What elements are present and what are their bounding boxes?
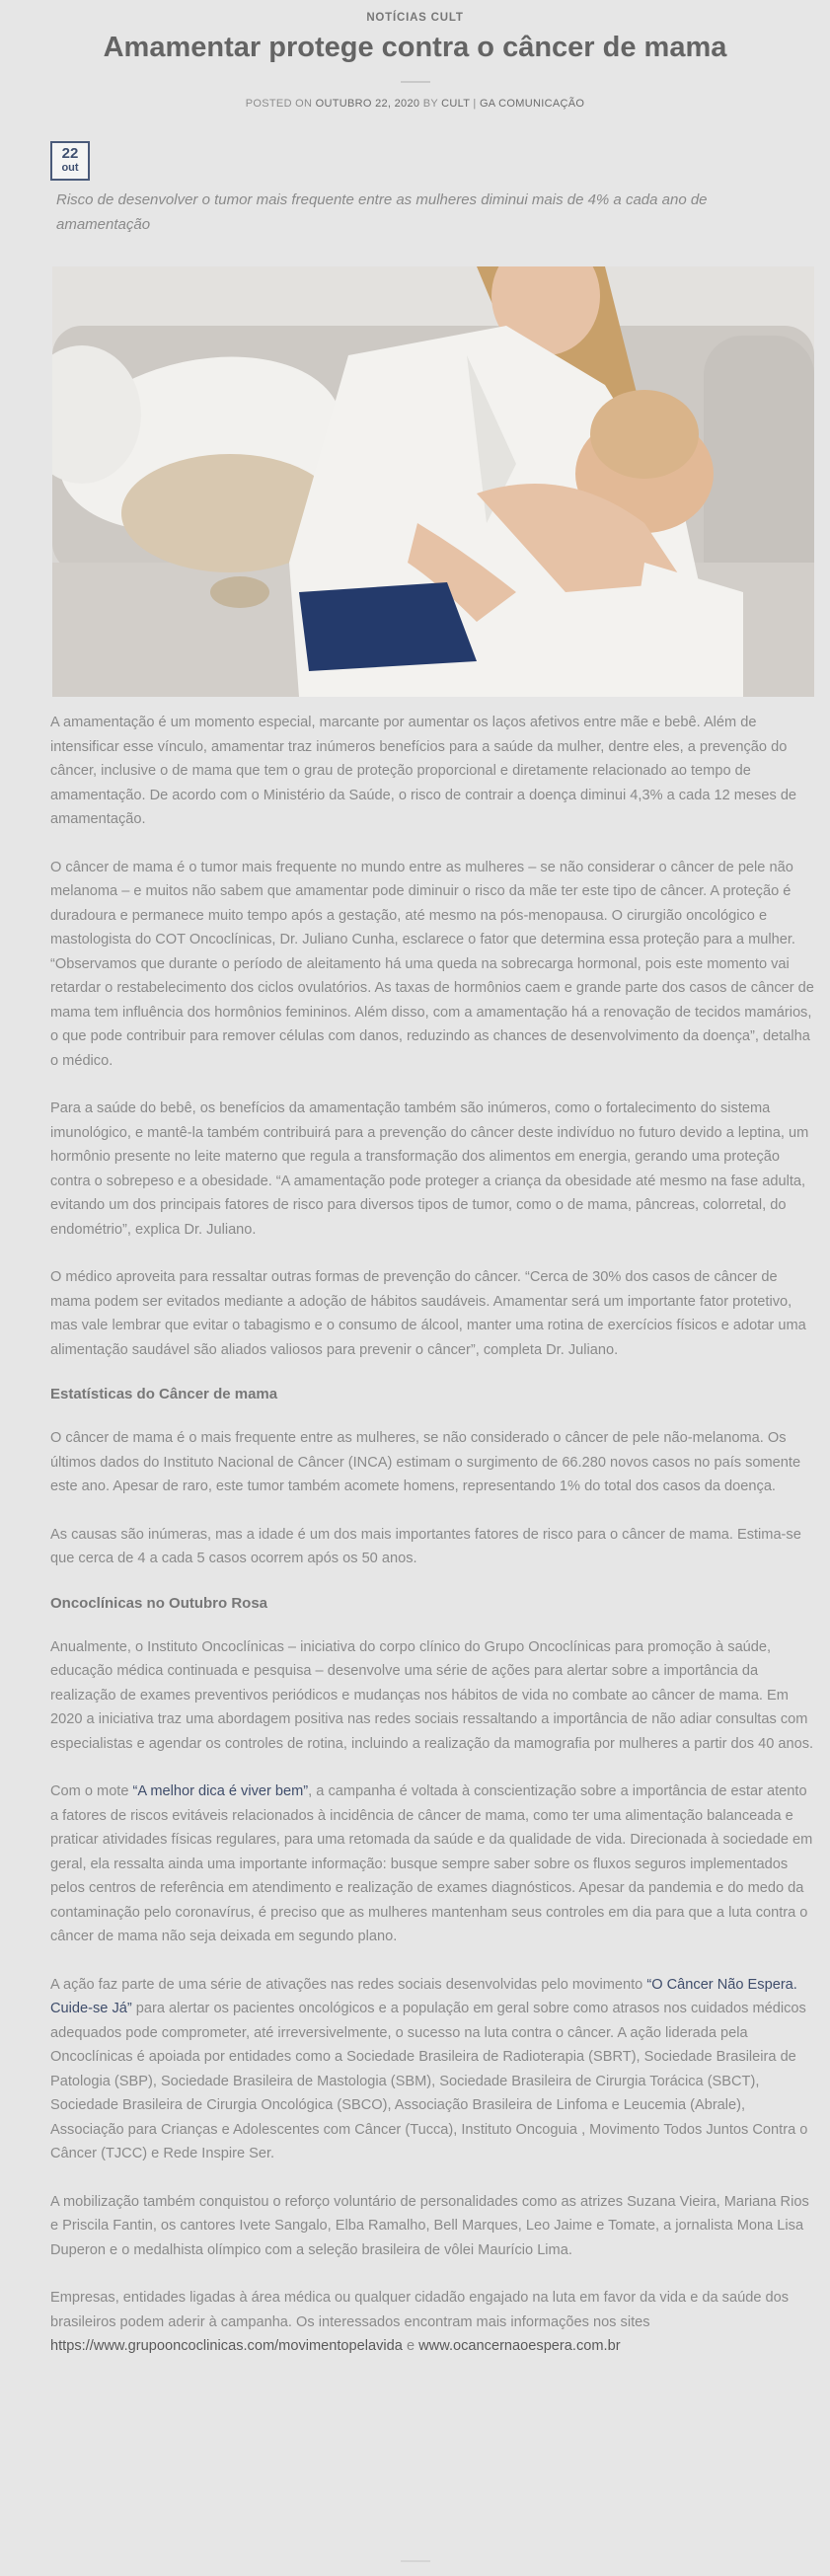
paragraph-text: A ação faz parte de uma série de ativações nas redes sociais desenvolvidas pelo movimento (50, 1976, 647, 1993)
section-heading-statistics: Estatísticas do Câncer de mama (50, 1386, 278, 1402)
date-badge-day: 22 (61, 145, 79, 162)
by-label: BY (422, 98, 438, 110)
date-badge-month: out (61, 162, 79, 174)
hero-image (52, 266, 814, 697)
footer-divider (401, 2560, 430, 2562)
posted-prefix: POSTED ON (245, 98, 313, 110)
paragraph: O médico aproveita para ressaltar outras formas de prevenção do câncer. “Cerca de 30% dos casos de câncer de mama podem ser evitados mediante a adoção de hábitos saudáveis. Amamentar será um importante fator protetivo, mas vale lembrar que evitar o tabagismo e o consumo de álcool, manter uma rotina de exercícios físicos e adotar uma alimentação saudável são aliados valiosos para prevenir o câncer”, completa Dr. Juliano. (50, 1269, 806, 1358)
article-body (50, 711, 815, 2383)
paragraph: Para a saúde do bebê, os benefícios da amamentação também são inúmeros, como o fortalecimento do sistema imunológico, e mantê-la também contribuirá para a prevenção do câncer deste indivíduo no futuro devido a leptina, um hormônio presente no leite materno que regula a transformação dos alimentos em energia, gerando uma proteção contra o sobrepeso e a obesidade. “A amamentação pode proteger a criança da obesidade até mesmo na fase adulta, evitando um dos principais fatores de risco para diversos tipos de tumor, como o de mama, pâncreas, colorretal, do endométrio”, explica Dr. Juliano. (50, 1100, 809, 1238)
photo-icon (52, 266, 814, 697)
meta-separator: | (473, 98, 477, 110)
paragraph: A mobilização também conquistou o reforço voluntário de personalidades como as atrizes Suzana Vieira, Mariana Rios e Priscila Fantin, os cantores Ivete Sangalo, Elba Ramalho, Bell Marques, Leo Jaime e Tomate, a jornalista Mona Lisa Duperon e o medalhista olímpico com a seleção brasileira de vôlei Maurício Lima. (50, 2193, 809, 2258)
paragraph (50, 2286, 815, 2359)
date-badge (50, 141, 90, 181)
post-meta (0, 98, 830, 110)
post-category[interactable]: NOTÍCIAS CULT (366, 12, 464, 24)
oncoclinicas-link[interactable]: https://www.grupooncoclinicas.com/movimentopelavida (50, 2338, 403, 2354)
paragraph: O câncer de mama é o mais frequente entre as mulheres, se não considerado o câncer de pele não-melanoma. Os últimos dados do Instituto Nacional de Câncer (INCA) estimam o surgimento de 66.280 novos casos no país somente este ano. Apesar de raro, este tumor também acomete homens, representando 1% do total dos casos da doença. (50, 1430, 801, 1494)
paragraph: As causas são inúmeras, mas a idade é um dos mais importantes fatores de risco para o câncer de mama. Estima-se que cerca de 4 a cada 5 casos ocorrem após os 50 anos. (50, 1526, 801, 1566)
paragraph: Anualmente, o Instituto Oncoclínicas – iniciativa do corpo clínico do Grupo Oncoclínicas para promoção à saúde, educação médica continuada e pesquisa – desenvolve uma série de ações para alertar sobre a importância da realização de exames preventivos periódicos e mudanças nos hábitos de vida no combate ao câncer de mama. Em 2020 a iniciativa traz uma abordagem positiva nas redes sociais ressaltando a importância de não adiar consultas com especialistas e agendar os controles de rotina, incluindo a realização da mamografia por mulheres a partir dos 40 anos. (50, 1638, 814, 1752)
paragraph-text: Com o mote (50, 1783, 133, 1799)
author-link[interactable]: CULT (441, 98, 471, 110)
paragraph (50, 1973, 815, 2166)
paragraph: O câncer de mama é o tumor mais frequente no mundo entre as mulheres – se não considerar o câncer de pele não melanoma – e muitos não sabem que amamentar pode diminuir o risco da mãe ter este tipo de câncer. A proteção é duradoura e permanece muito tempo após a gestação, até mesmo na pós-menopausa. O cirurgião oncológico e mastologista do COT Oncoclínicas, Dr. Juliano Cunha, esclarece o fator que determina essa proteção para a mulher. “Observamos que durante o período de aleitamento há uma queda na sobrecarga hormonal, pois este momento vai retardar o restabelecimento dos ciclos ovulatórios. As taxas de hormônios caem e grande parte dos casos de câncer de mama tem influência dos hormônios femininos. Além disso, com a amamentação há a renovação de tecidos mamários, o que pode contribuir para remover células com danos, reduzindo as chances de desenvolvimento da doença”, detalha o médico. (50, 859, 814, 1069)
paragraph: A amamentação é um momento especial, marcante por aumentar os laços afetivos entre mãe e bebê. Além de intensificar esse vínculo, amamentar traz inúmeros benefícios para a saúde da mulher, dentre eles, a prevenção do câncer, inclusive o de mama que tem o grau de proteção proporcional e diretamente relacionado ao tempo de amamentação. De acordo com o Ministério da Saúde, o risco de contrair a doença diminui 4,3% a cada 12 meses de amamentação. (50, 715, 797, 827)
article-subtitle: Risco de desenvolver o tumor mais frequente entre as mulheres diminui mais de 4% a cada ano de amamentação (56, 191, 708, 233)
category-link[interactable]: GA COMUNICAÇÃO (479, 98, 585, 110)
movement-quote: “O Câncer Não Espera. Cuide-se Já” (50, 1976, 797, 2016)
title-divider (401, 81, 430, 83)
paragraph-text: e (402, 2338, 419, 2354)
section-heading-outubro-rosa: Oncoclínicas no Outubro Rosa (50, 1594, 268, 1612)
paragraph-text: Empresas, entidades ligadas à área médica ou qualquer cidadão engajado na luta em favor da vida e da saúde dos brasileiros podem aderir à campanha. Os interessados encontram mais informações nos sites (50, 2290, 790, 2330)
post-date-link[interactable]: OUTUBRO 22, 2020 (315, 98, 420, 110)
cancer-nao-espera-link[interactable]: www.ocancernaoespera.com.br (418, 2338, 621, 2354)
campaign-quote: “A melhor dica é viver bem” (132, 1783, 309, 1799)
page-title: Amamentar protege contra o câncer de mama (103, 32, 727, 63)
paragraph (50, 1780, 815, 1949)
paragraph-text: para alertar os pacientes oncológicos e a população em geral sobre como atrasos nos cuidados médicos adequados pode comprometer, até irreversivelmente, o sucesso na luta contra o câncer. A ação liderada pela Oncoclínicas é apoiada por entidades como a Sociedade Brasileira de Radioterapia (SBRT), Sociedade Brasileira de Patologia (SBP), Sociedade Brasileira de Mastologia (SBM), Sociedade Brasileira de Cirurgia Torácica (SBCT), Sociedade Brasileira de Cirurgia Oncológica (SBCO), Associação Brasileira de Linfoma e Leucemia (Abrale), Associação para Crianças e Adolescentes com Câncer (Tucca), Instituto Oncoguia , Movimento Todos Juntos Contra o Câncer (TJCC) e Rede Inspire Ser. (50, 2001, 808, 2161)
paragraph-text: , a campanha é voltada à conscientização sobre a importância de estar atento a fatores de riscos evitáveis relacionados à incidência de câncer de mama, como ter uma alimentação balanceada e praticar atividades físicas regulares, para uma retomada da saúde e da qualidade de vida. Direcionada à sociedade em geral, ela ressalta ainda uma importante informação: busque sempre saber sobre os fluxos seguros implementados pelos centros de referência em atendimento e realização de exames diagnósticos. Apesar da pandemia e do medo da contaminação pelo coronavírus, é preciso que as mulheres mantenham seus controles em dia para que a luta contra o câncer de mama não seja deixada em segundo plano. (50, 1783, 813, 1944)
